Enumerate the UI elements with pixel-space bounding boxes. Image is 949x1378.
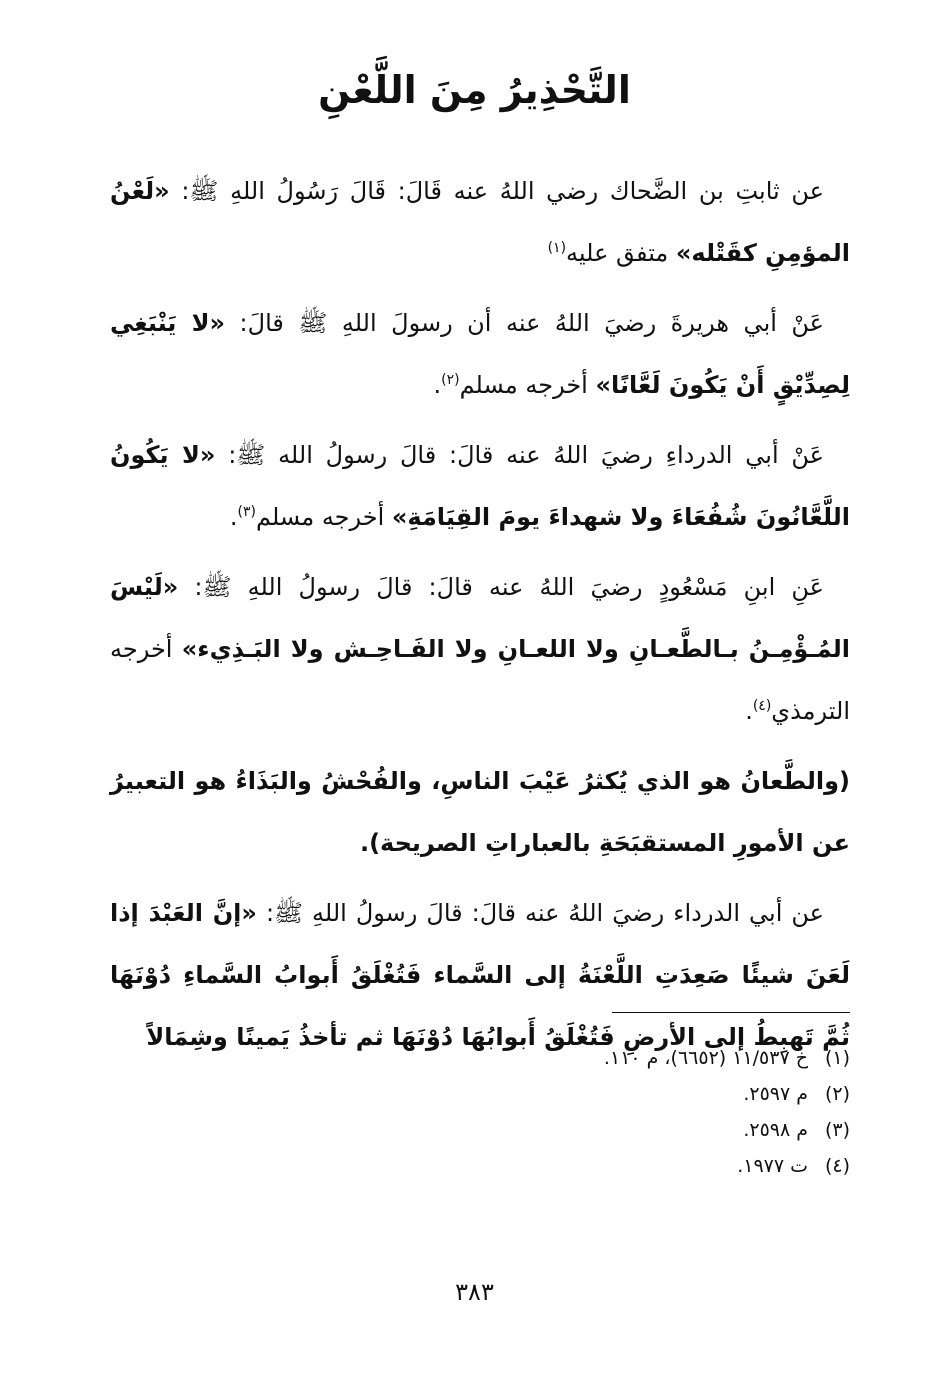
page-number: ٣٨٣: [455, 1278, 494, 1306]
hadith-intro: عَنِ ابنِ مَسْعُودٍ رضيَ اللهُ عنه قالَ: قالَ رسولُ اللهِ ﷺ:: [178, 573, 824, 601]
footnote-text: خ ١١/٥٣٧ (٦٦٥٢)، م ١١٠.: [603, 1047, 808, 1069]
hadith-source: متفق عليه: [566, 239, 676, 267]
footnotes-list: [110, 1040, 850, 1184]
hadith-paragraph-2: [110, 292, 850, 416]
footnote-reference[interactable]: (٤): [752, 698, 772, 714]
footnote-divider: [612, 1012, 850, 1013]
hadith-source: أخرجه الترمذي: [110, 635, 850, 725]
hadith-text: «لَعْنُ المؤمِنِ كقَتْله»: [110, 177, 850, 267]
hadith-text: «إنَّ العَبْدَ إذا لَعَنَ شيئًا صَعِدَتِ اللَّعْنَةُ إلى السَّماء فَتُغْلَقُ أَبوابُ السَّماءِ دُوْنَهَا ثُمَّ تَهبِطُ إلى الأرضِ فَتُغْلَقُ أَبوابُهَا دُوْنَهَا ثم تأخذُ يَمينًا وشِمَالاً: [110, 899, 850, 1051]
hadith-paragraph-4: [110, 556, 850, 742]
main-text: [110, 160, 850, 1076]
explanation-paragraph: (والطَّعانُ هو الذي يُكثرُ عَيْبَ الناسِ، والفُحْشُ والبَذَاءُ هو التعبيرُ عن الأمورِ المستقبَحَةِ بالعباراتِ الصريحة).: [110, 767, 850, 857]
footnote-item: [110, 1112, 850, 1148]
footnote-item: [110, 1076, 850, 1112]
footnote-item: [110, 1040, 850, 1076]
footnote-reference[interactable]: (٣): [237, 504, 256, 520]
hadith-text: «لَيْسَ المُـؤْمِـنُ بـالطَّعـانِ ولا اللعـانِ ولا الفَـاحِـش ولا البَـذِيء»: [110, 573, 851, 663]
hadith-paragraph-3: [110, 424, 850, 548]
hadith-intro: عَنْ أبي الدرداءِ رضيَ اللهُ عنه قالَ: قالَ رسولُ الله ﷺ:: [215, 441, 824, 469]
sentence-end: .: [229, 503, 238, 531]
footnote-reference[interactable]: (٢): [441, 372, 460, 388]
hadith-intro: عن أبي الدرداء رضيَ اللهُ عنه قالَ: قالَ رسولُ اللهِ ﷺ:: [256, 899, 824, 927]
page-title: التَّحْذِيرُ مِنَ اللَّعْنِ: [318, 68, 631, 112]
hadith-text: «لا يَنْبَغِي لِصِدِّيْقٍ أَنْ يَكُونَ لَعَّانًا»: [110, 309, 850, 399]
footnote-number: (٣): [824, 1119, 850, 1141]
footnote-item: [110, 1148, 850, 1184]
hadith-paragraph-1: [110, 160, 850, 284]
hadith-intro: عن ثابتِ بن الضَّحاك رضي اللهُ عنه قَالَ: قَالَ رَسُولُ اللهِ ﷺ:: [169, 177, 824, 205]
sentence-end: .: [745, 697, 753, 725]
footnote-number: (١): [824, 1047, 850, 1069]
footnote-reference[interactable]: (١): [547, 240, 567, 256]
hadith-source: أخرجه مسلم: [459, 371, 596, 399]
footnote-text: م ٢٥٩٧.: [743, 1083, 808, 1105]
footnote-text: ت ١٩٧٧.: [737, 1155, 808, 1177]
footnote-text: م ٢٥٩٨.: [743, 1119, 808, 1141]
hadith-source: أخرجه مسلم: [256, 503, 392, 531]
footnote-number: (٢): [824, 1083, 850, 1105]
hadith-text: «لا يَكُونُ اللَّعَّانُونَ شُفُعَاءَ ولا شهداءَ يومَ القِيَامَةِ»: [110, 441, 850, 531]
sentence-end: .: [433, 371, 442, 399]
footnote-number: (٤): [824, 1155, 850, 1177]
hadith-intro: عَنْ أبي هريرةَ رضيَ اللهُ عنه أن رسولَ اللهِ ﷺ قالَ:: [225, 309, 824, 337]
